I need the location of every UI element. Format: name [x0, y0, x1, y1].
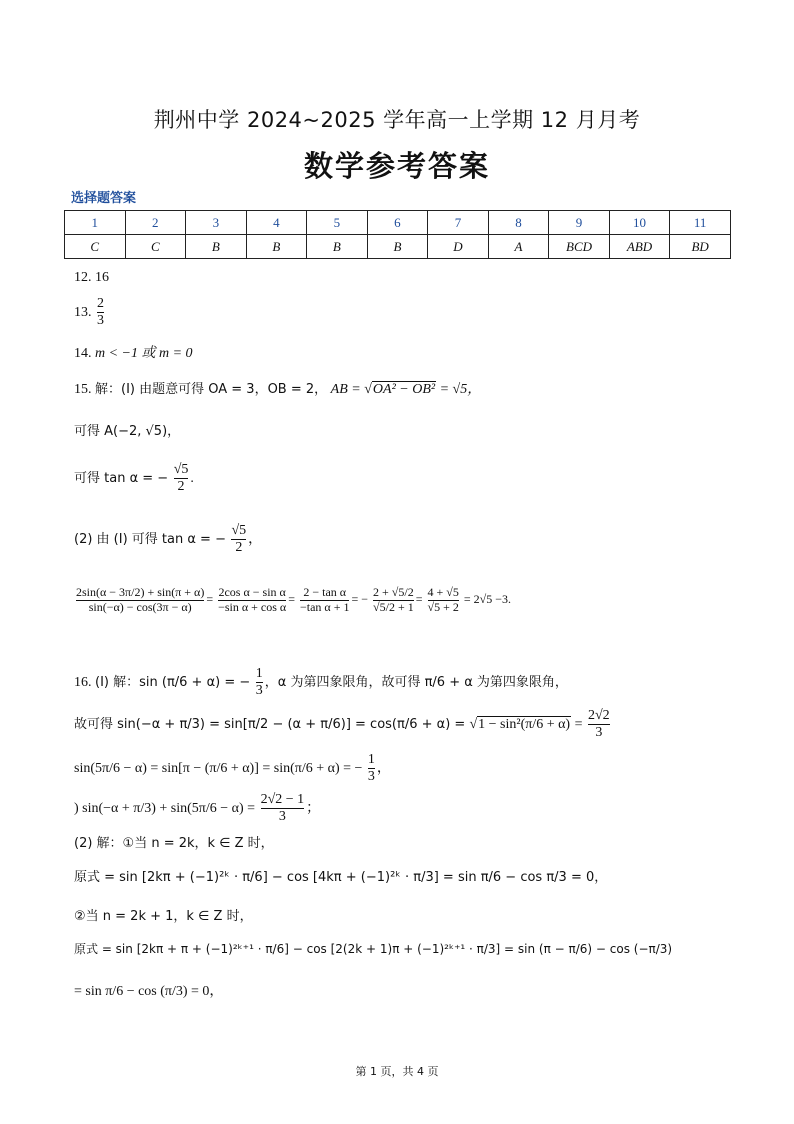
- q15-part2-numerator: √5: [231, 523, 247, 538]
- q16-line2: 故可得 sin(−α + π/3) = sin[π/2 − (α + π/6)] = cos(π/6 + α) = √1 − sin²(π/6 + α) = $\frac{2√2}{3}$: [74, 708, 610, 741]
- q16-line6-text: 原式 = sin [2kπ + (−1)²ᵏ · π/6] − cos [4kπ + (−1)²ᵏ · π/3] = sin π/6 − cos π/3 = 0，: [74, 870, 608, 885]
- q16-line2-fraction: [588, 708, 610, 741]
- answer-cell: C: [65, 235, 126, 259]
- answer-cell: BD: [670, 235, 731, 259]
- q16-label: 16.: [74, 674, 92, 690]
- q16-line1-fraction: [256, 666, 263, 699]
- answer-cell: D: [428, 235, 489, 259]
- q16-line5: [74, 832, 274, 852]
- q16-line7: [74, 905, 253, 925]
- q15-frac-1-num: 2sin(α − 3π/2) + sin(π + α): [76, 585, 205, 599]
- q15-point-a: [74, 420, 180, 440]
- answer-row: [65, 235, 731, 259]
- q15-point-a-text: 可得 A(−2, √5)，: [74, 424, 181, 439]
- q15-part2-text: (2) 由 (I) 可得 tan α = −: [74, 531, 226, 547]
- q15-tan-text: 可得 tan α = −: [74, 470, 169, 486]
- q15-result: = 2√5 −3.: [463, 592, 511, 607]
- q16-line4: [74, 792, 320, 825]
- answer-cell: A: [488, 235, 549, 259]
- q16-line4-end: ；: [306, 800, 321, 816]
- question-number: 7: [428, 211, 489, 235]
- q15-tan-numerator: √5: [173, 462, 189, 477]
- q15-part2-denominator: 2: [231, 539, 246, 556]
- answer-cell: C: [125, 235, 186, 259]
- sqrt-symbol: √: [469, 716, 478, 732]
- q16-line4-denominator: 3: [261, 808, 305, 825]
- question-number: 8: [488, 211, 549, 235]
- q16-line1-end: ，α 为第四象限角，故可得 π/6 + α 为第四象限角，: [264, 674, 568, 690]
- q15-tan-line: [74, 462, 194, 495]
- q15-ab-result: = √5，: [439, 382, 482, 397]
- q16-line3-fraction: [368, 752, 375, 785]
- choice-answer-table: [64, 210, 731, 259]
- q15-tan-end: .: [190, 470, 194, 486]
- question-number: 5: [307, 211, 368, 235]
- choice-section-label: 选择题答案: [71, 191, 137, 206]
- q13-denominator: 3: [97, 313, 104, 329]
- q16-line8: [74, 940, 672, 957]
- answer-cell: B: [367, 235, 428, 259]
- q14-value: m < −1 或 m = 0: [95, 346, 193, 361]
- q12-label: 12.: [74, 270, 92, 285]
- q15-part2-end: ，: [248, 531, 263, 547]
- q15-frac-3: [300, 586, 349, 615]
- q16-line2-numerator: 2√2: [588, 708, 610, 723]
- sqrt-symbol: √: [364, 382, 372, 397]
- q16-line1-text: (I) 解：sin (π/6 + α) = −: [95, 674, 251, 690]
- q16-line1: [74, 666, 568, 699]
- q12-value: 16: [95, 270, 109, 285]
- q16-line9-text: = sin π/6 − cos (π/3) = 0，: [74, 984, 224, 999]
- q15-frac-1-den: sin(−α) − cos(3π − α): [76, 600, 204, 615]
- answer-cell: ABD: [609, 235, 670, 259]
- question-number: 2: [125, 211, 186, 235]
- q15-tan-fraction: [174, 462, 189, 495]
- q12-answer: [74, 270, 109, 286]
- q15-tan-denominator: 2: [174, 478, 189, 495]
- q15-part2-fraction: [231, 523, 246, 556]
- q15-frac-1: [76, 586, 204, 615]
- q16-line4-fraction: [261, 792, 305, 825]
- q16-line3-end: ，: [376, 760, 391, 776]
- q16-line4-text: ) sin(−α + π/3) + sin(5π/6 − α) =: [74, 800, 259, 816]
- q15-label: 15.: [74, 382, 92, 397]
- q15-frac-4: [373, 586, 414, 615]
- answer-cell: B: [246, 235, 307, 259]
- q16-line3-text: sin(5π/6 − α) = sin[π − (π/6 + α)] = sin(π/6 + α) = −: [74, 760, 363, 776]
- q15-frac-3-den: −tan α + 1: [300, 599, 350, 614]
- answer-cell: BCD: [549, 235, 610, 259]
- q16-line7-text: ②当 n = 2k + 1，k ∈ Z 时，: [74, 909, 253, 924]
- q15-frac-5: [428, 586, 459, 615]
- question-number-row: [65, 211, 731, 235]
- exam-title: 荆州中学 2024~2025 学年高一上学期 12 月月考: [153, 108, 641, 132]
- q15-frac-4-den: √5/2 + 1: [373, 599, 414, 614]
- answer-cell: B: [307, 235, 368, 259]
- q15-frac-3-num: 2 − tan α: [303, 585, 347, 599]
- q14-answer: [74, 342, 193, 362]
- q15-frac-4-num: 2 + √5/2: [373, 585, 414, 599]
- question-number: 11: [670, 211, 731, 235]
- q15-frac-5-den: √5 + 2: [427, 599, 459, 614]
- q15-frac-2-den: −sin α + cos α: [218, 599, 287, 614]
- question-number: 10: [609, 211, 670, 235]
- q15-part1: [74, 378, 481, 398]
- question-number: 3: [186, 211, 247, 235]
- q15-frac-2: [218, 586, 286, 615]
- q16-line3-numerator: 1: [367, 752, 375, 767]
- q13-label: 13.: [74, 304, 92, 320]
- question-number: 6: [367, 211, 428, 235]
- q13-fraction: [97, 296, 104, 329]
- q16-line2-text: 故可得 sin(−α + π/3) = sin[π/2 − (α + π/6)] = cos(π/6 + α) =: [74, 716, 470, 732]
- q16-line6: [74, 866, 607, 886]
- answer-key-title: 数学参考答案: [303, 149, 490, 183]
- question-number: 1: [65, 211, 126, 235]
- q16-line1-denominator: 3: [255, 683, 263, 699]
- q15-frac-2-num: 2cos α − sin α: [218, 585, 286, 599]
- q16-line3-denominator: 3: [367, 769, 375, 785]
- q16-line2-radicand: 1 − sin²(π/6 + α): [478, 716, 571, 732]
- question-number: 9: [549, 211, 610, 235]
- q16-line2-denominator: 3: [588, 724, 610, 741]
- page-number: 第 1 页，共 4 页: [355, 1065, 439, 1078]
- q16-line5-text: (2) 解：①当 n = 2k，k ∈ Z 时，: [74, 836, 274, 851]
- q16-line4-numerator: 2√2 − 1: [260, 792, 305, 807]
- q15-evaluation: $\frac{2\sin(\alpha - 3\pi/2) + \sin(\pi + \alpha)}{\sin(-\alpha) - \cos(3\pi - \alpha)}$ = $\frac{\text{2cos α − sin α}}{\text{−sin α + cos α}}$ = $\frac{\text{2 − tan α}}{\text{−tan α + 1}}$ = − $\frac{2 + √5/2}{√5/2 + 1}$ = $\frac{4 + √5}{√5 + 2}$ = 2√5 −3.: [76, 585, 511, 614]
- q15-ab-label: AB =: [330, 382, 365, 397]
- q16-line9: [74, 980, 223, 1000]
- q13-numerator: 2: [97, 296, 104, 311]
- answer-cell: B: [186, 235, 247, 259]
- q16-line3: [74, 752, 391, 785]
- q16-line1-numerator: 1: [255, 666, 263, 681]
- q13-answer: [74, 296, 106, 329]
- question-number: 4: [246, 211, 307, 235]
- q14-label: 14.: [74, 346, 92, 361]
- q15-frac-5-num: 4 + √5: [427, 585, 459, 599]
- q15-part2: [74, 523, 262, 556]
- q15-part1-text: 解：(I) 由题意可得 OA = 3，OB = 2，: [95, 382, 328, 397]
- q16-line8-text: 原式 = sin [2kπ + π + (−1)²ᵏ⁺¹ · π/6] − cos [2(2k + 1)π + (−1)²ᵏ⁺¹ · π/3] = sin (π − π/6) − cos (−π/3): [74, 942, 673, 956]
- q15-ab-radicand: OA² − OB²: [372, 382, 436, 397]
